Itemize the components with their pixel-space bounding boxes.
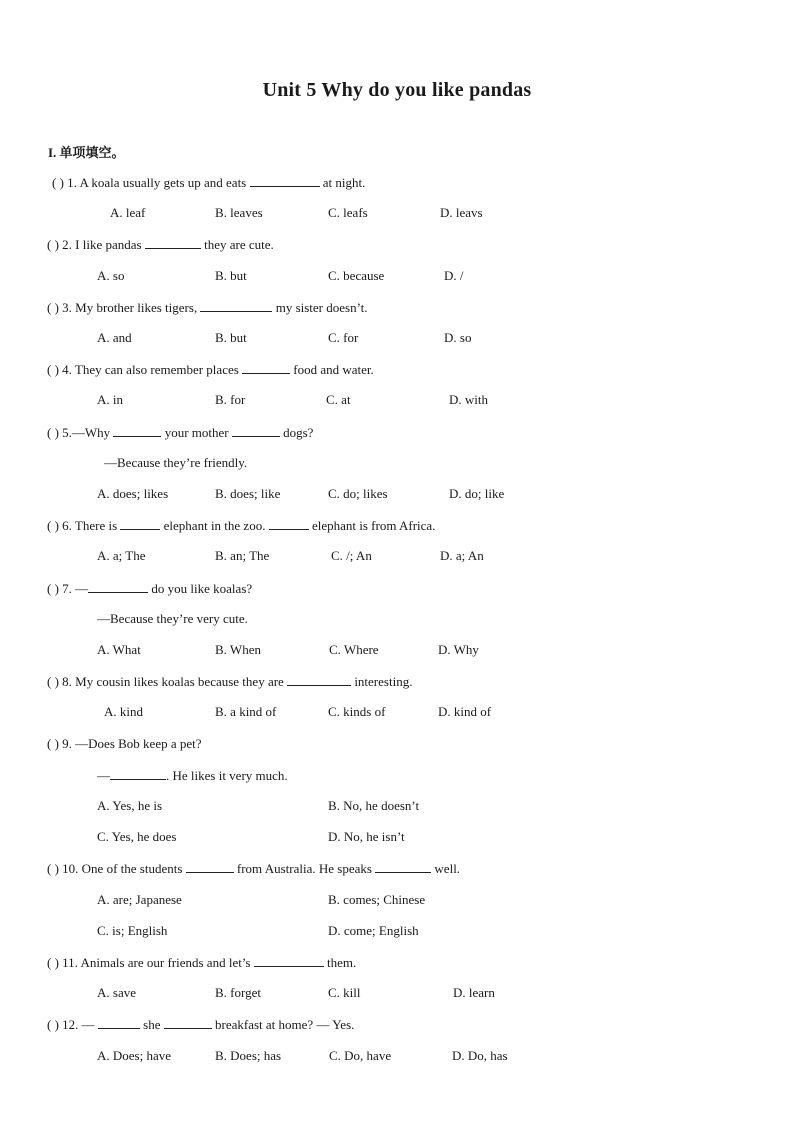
q12-option-a: A. Does; have	[97, 1048, 172, 1063]
question-7-stem: ( ) 7. — do you like koalas?	[47, 581, 253, 596]
q1-option-d: D. leavs	[440, 205, 483, 220]
q7-option-c: C. Where	[329, 642, 379, 657]
q2-option-d: D. /	[444, 268, 464, 283]
question-2-stem: ( ) 2. I like pandas they are cute.	[47, 237, 274, 252]
q11-option-c: C. kill	[328, 985, 361, 1000]
q8-option-b: B. a kind of	[215, 704, 277, 719]
q5-option-a: A. does; likes	[97, 486, 169, 501]
answer-blank	[186, 860, 234, 873]
q6-option-b: B. an; The	[215, 548, 270, 563]
q8-option-d: D. kind of	[438, 704, 492, 719]
q3-option-b: B. but	[215, 330, 247, 345]
q7-option-d: D. Why	[438, 642, 479, 657]
answer-blank	[269, 517, 309, 530]
q12-option-b: B. Does; has	[215, 1048, 282, 1063]
question-3-stem: ( ) 3. My brother likes tigers, my sister doesn’t.	[47, 300, 368, 315]
q4-option-c: C. at	[326, 392, 351, 407]
answer-blank	[113, 424, 161, 437]
q2-option-a: A. so	[97, 268, 125, 283]
q4-option-b: B. for	[215, 392, 246, 407]
question-9-answer-line: — . He likes it very much.	[97, 768, 288, 783]
question-5-answer-line: —Because they’re friendly.	[104, 455, 248, 470]
question-8-stem: ( ) 8. My cousin likes koalas because they are interesting.	[47, 674, 413, 689]
question-11-stem: ( ) 11. Animals are our friends and let’s them.	[47, 955, 357, 970]
q3-option-a: A. and	[97, 330, 132, 345]
q6-option-a: A. a; The	[97, 548, 146, 563]
question-7-answer-line: —Because they’re very cute.	[97, 611, 248, 626]
answer-blank	[287, 673, 351, 686]
q11-option-b: B. forget	[215, 985, 261, 1000]
q3-option-d: D. so	[444, 330, 472, 345]
q11-option-a: A. save	[97, 985, 136, 1000]
q5-option-b: B. does; like	[215, 486, 281, 501]
q10-option-b: B. comes; Chinese	[328, 892, 426, 907]
q10-option-a: A. are; Japanese	[97, 892, 182, 907]
answer-blank	[242, 361, 290, 374]
q10-option-c: C. is; English	[97, 923, 168, 938]
q4-option-a: A. in	[97, 392, 123, 407]
question-6-stem: ( ) 6. There is elephant in the zoo. elephant is from Africa.	[47, 518, 436, 533]
answer-blank	[88, 580, 148, 593]
answer-blank	[375, 860, 431, 873]
question-5-stem: ( ) 5.—Why your mother dogs?	[47, 425, 314, 440]
q3-option-c: C. for	[328, 330, 359, 345]
answer-blank	[110, 767, 166, 780]
answer-blank	[164, 1016, 212, 1029]
q1-option-b: B. leaves	[215, 205, 263, 220]
q8-option-a: A. kind	[104, 704, 143, 719]
question-10-stem: ( ) 10. One of the students from Australia. He speaks well.	[47, 861, 461, 876]
answer-blank	[120, 517, 160, 530]
q6-option-c: C. /; An	[331, 548, 372, 563]
q12-option-d: D. Do, has	[452, 1048, 508, 1063]
answer-blank	[200, 299, 272, 312]
q2-option-b: B. but	[215, 268, 247, 283]
q12-option-c: C. Do, have	[329, 1048, 392, 1063]
q5-option-c: C. do; likes	[328, 486, 388, 501]
q7-option-a: A. What	[97, 642, 141, 657]
answer-blank	[250, 174, 320, 187]
q1-option-a: A. leaf	[110, 205, 146, 220]
q7-option-b: B. When	[215, 642, 261, 657]
q6-option-d: D. a; An	[440, 548, 484, 563]
answer-blank	[98, 1016, 140, 1029]
question-12-stem: ( ) 12. — she breakfast at home? — Yes.	[47, 1017, 355, 1032]
q1-option-c: C. leafs	[328, 205, 368, 220]
answer-blank	[232, 424, 280, 437]
question-9-stem: ( ) 9. —Does Bob keep a pet?	[47, 736, 202, 751]
section-heading: I. 单项填空。	[48, 145, 125, 160]
q2-option-c: C. because	[328, 268, 385, 283]
question-4-stem: ( ) 4. They can also remember places food and water.	[47, 362, 374, 377]
q10-option-d: D. come; English	[328, 923, 419, 938]
answer-blank	[145, 236, 201, 249]
page-title: Unit 5 Why do you like pandas	[262, 79, 532, 101]
q9-option-c: C. Yes, he does	[97, 829, 177, 844]
q9-option-d: D. No, he isn’t	[328, 829, 405, 844]
q11-option-d: D. learn	[453, 985, 495, 1000]
question-1-stem: ( ) 1. A koala usually gets up and eats at night.	[52, 175, 366, 190]
answer-blank	[254, 954, 324, 967]
q4-option-d: D. with	[449, 392, 488, 407]
q9-option-a: A. Yes, he is	[97, 798, 163, 813]
q9-option-b: B. No, he doesn’t	[328, 798, 420, 813]
q5-option-d: D. do; like	[449, 486, 505, 501]
q8-option-c: C. kinds of	[328, 704, 386, 719]
